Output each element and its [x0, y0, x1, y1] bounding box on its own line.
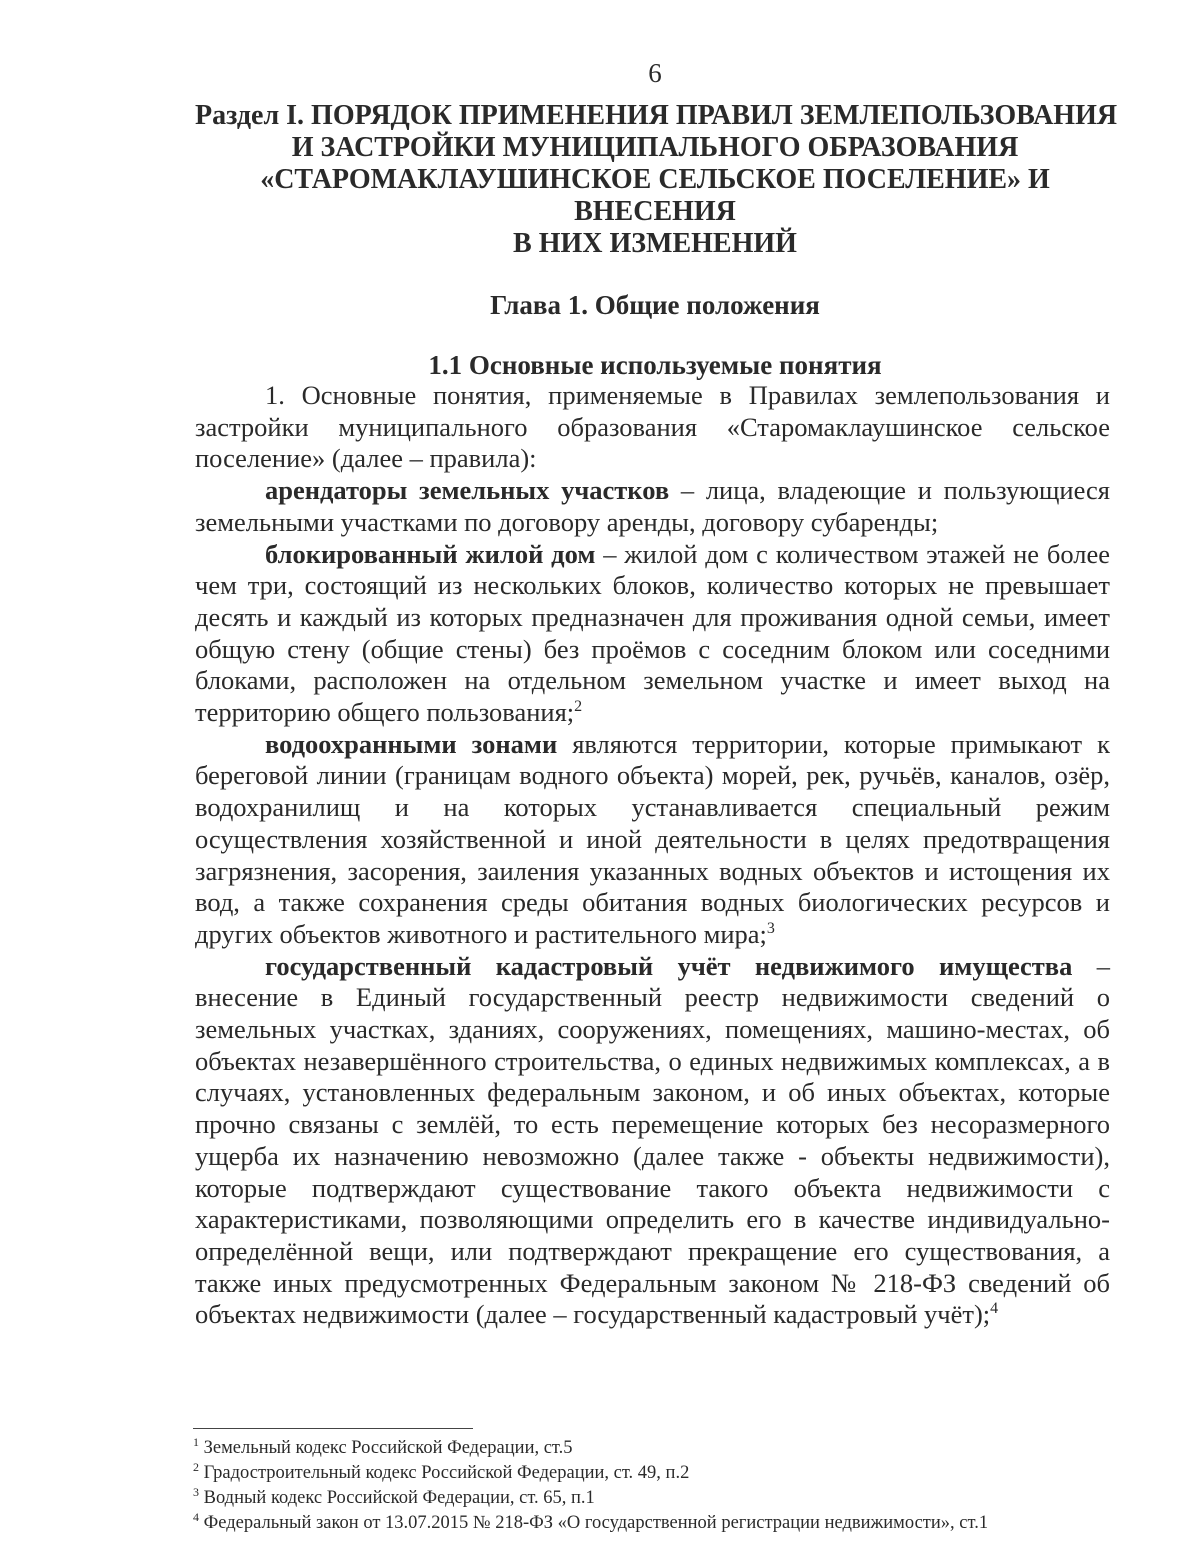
section-title-line: ВНЕСЕНИЯ: [574, 196, 736, 227]
footnote-text: Земельный кодекс Российской Федерации, ст.5: [203, 1438, 573, 1458]
intro-paragraph: 1. Основные понятия, применяемые в Правилах землепользования и застройки муниципального образования «Старомаклаушинское сельское поселение» (далее – правила):: [195, 380, 1110, 474]
footnote-number: 2: [193, 1459, 199, 1474]
footnote-number: 1: [193, 1434, 199, 1449]
page-number: 6: [648, 58, 662, 88]
footnote: [193, 1511, 1113, 1536]
footnote-text: Градостроительный кодекс Российской Федерации, ст. 49, п.2: [203, 1463, 690, 1483]
subsection-title: 1.1 Основные используемые понятия: [428, 350, 882, 380]
chapter-title: Глава 1. Общие положения: [490, 290, 820, 320]
section-title-line: В НИХ ИЗМЕНЕНИЙ: [513, 228, 797, 259]
footnote: [193, 1436, 1113, 1461]
footnote: [193, 1486, 1113, 1511]
section-title: [195, 100, 1118, 260]
footnote-ref[interactable]: 3: [766, 920, 775, 938]
definition-term: государственный кадастровый учёт недвижимого имущества: [265, 950, 1073, 981]
definition-text: являются территории, которые примыкают к береговой линии (границам водного объекта) морей, рек, ручьёв, каналов, озёр, водохранилищ и на которых устанавливается специальный режим осуществления хозяйственной и иной деятельности в целях предотвращения загрязнения, засорения, заиления указанных водных объектов и истощения их вод, а также сохранения среды обитания водных биологических ресурсов и других объектов животного и растительного мира;: [195, 728, 1110, 949]
footnote: [193, 1461, 1113, 1486]
definition-paragraph: [195, 729, 1110, 951]
section-title-line: «СТАРОМАКЛАУШИНСКОЕ СЕЛЬСКОЕ ПОСЕЛЕНИЕ» И: [260, 164, 1050, 195]
footnote-number: 3: [193, 1484, 199, 1499]
definition-text: – лица, владеющие и пользующиеся земельными участками по договору аренды, договору субаренды;: [195, 475, 1110, 537]
footnote-divider: [193, 1428, 473, 1429]
definition-term: блокированный жилой дом: [265, 538, 596, 569]
footnote-text: Водный кодекс Российской Федерации, ст. 65, п.1: [203, 1488, 595, 1508]
definition-paragraph: [195, 539, 1110, 729]
body-text: [195, 380, 1110, 1331]
footnotes: [193, 1436, 1113, 1536]
footnote-ref[interactable]: 2: [574, 698, 583, 716]
footnote-ref[interactable]: 4: [990, 1300, 999, 1318]
definition-text: – внесение в Единый государственный реестр недвижимости сведений о земельных участках, зданиях, сооружениях, помещениях, машино-местах, об объектах незавершённого строительства, о единых недвижимых комплексах, а в случаях, установленных федеральным законом, и об иных объектах, которые прочно связаны с землёй, то есть перемещение которых без несоразмерного ущерба их назначению невозможно (далее также - объекты недвижимости), которые подтверждают существование такого объекта недвижимости с характеристиками, позволяющими определить его в качестве индивидуально-определённой вещи, или подтверждают прекращение его существования, а также иных предусмотренных Федеральным законом № 218-ФЗ сведений об объектах недвижимости (далее – государственный кадастровый учёт);: [195, 950, 1110, 1330]
definition-paragraph: [195, 951, 1110, 1331]
footnote-text: Федеральный закон от 13.07.2015 № 218-ФЗ «О государственной регистрации недвижимости», ст.1: [203, 1513, 989, 1533]
definition-term: водоохранными зонами: [265, 728, 558, 759]
definition-paragraph: [195, 475, 1110, 538]
definition-text: – жилой дом с количеством этажей не более чем три, состоящий из нескольких блоков, количество которых не превышает десять и каждый из которых предназначен для проживания одной семьи, имеет общую стену (общие стены) без проёмов с соседним блоком или соседними блоками, расположен на отдельном земельном участке и имеет выход на территорию общего пользования;: [195, 538, 1110, 728]
footnote-number: 4: [193, 1509, 199, 1524]
definition-term: арендаторы земельных участков: [265, 475, 670, 506]
section-title-line: И ЗАСТРОЙКИ МУНИЦИПАЛЬНОГО ОБРАЗОВАНИЯ: [291, 132, 1019, 163]
section-title-line: Раздел I. ПОРЯДОК ПРИМЕНЕНИЯ ПРАВИЛ ЗЕМЛЕПОЛЬЗОВАНИЯ: [195, 100, 1118, 131]
